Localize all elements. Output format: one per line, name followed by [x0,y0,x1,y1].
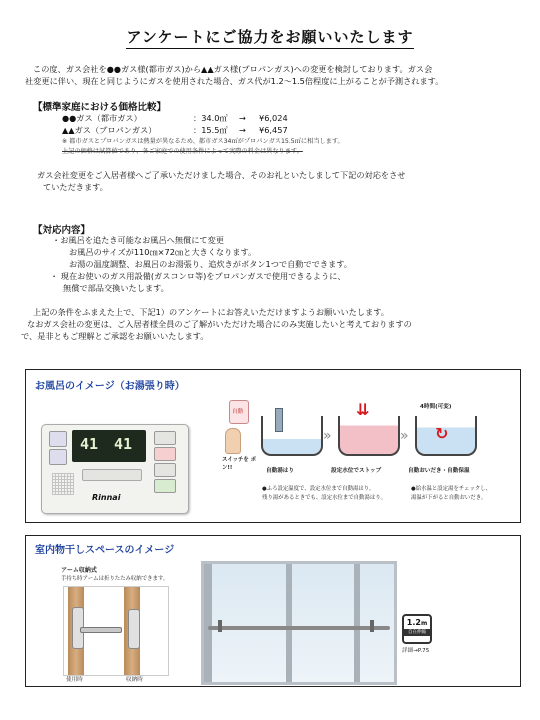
speaker-grille [52,473,74,495]
price-row-1 [62,113,142,125]
window-frame [354,564,360,682]
price-row-2-name: ▲▲ガス（プロパンガス） [62,125,157,135]
response-line-4: ・ 現在お使いのガス用設備(ガスコンロ等)をプロパンガスで使用できるように、 [50,271,346,281]
step-3-label: 自動おいだき・自動保温 [408,468,470,474]
remote-button [154,479,176,493]
remote-display [72,430,146,462]
drying-pole [208,626,390,630]
price-row-1-amount: ：34.0㎥ [193,113,228,123]
arm-extended [80,627,122,633]
auto-switch [229,400,249,424]
window-frame [286,564,292,682]
closing-line-3: で、是非ともご理解とご承認をお願いいたします。 [21,331,209,341]
response-heading: 【対応内容】 [33,225,91,236]
step-2-label: 設定水位でストップ [331,468,382,474]
reheat-icon: ↻ [435,424,449,443]
extension-badge [402,614,432,644]
remote-button [154,463,176,477]
detail-reference: 詳細→P.75 [402,648,430,654]
window-frame [204,564,212,682]
bath-image-box [25,369,521,523]
price-heading: 【標準家庭における価格比較】 [33,102,167,113]
price-row-1-price: ¥6,024 [259,113,288,123]
price-note-1: ※ 都市ガスとプロパンガスは熱量が異なるため、都市ガス34㎥がプロパンガス15.5㎥に相当します。 [62,138,344,145]
arm-bracket-closed [128,609,140,649]
badge-number: 1.2m [406,618,428,627]
remote-button-row [82,469,142,481]
step-1-label: 自動湯はり [266,468,294,474]
price-row-2-amount: ：15.5㎥ [193,125,228,135]
stop-arrow-icon: ⇊ [356,400,370,419]
response-line-5: 無償で部品交換いたします。 [63,283,169,293]
remote-button [49,449,67,465]
bath-desc-left-1: ●ふろ設定温度で、設定水位まで自動湯はり。 [262,486,375,492]
arm-heading: アーム収納式 [61,567,97,574]
chevron-right-icon: » [400,428,409,444]
tub-fill-step [261,416,323,456]
drying-box-title: 室内物干しスペースのイメージ [35,545,175,556]
rinnai-logo: Rinnai [92,493,121,502]
display-temp-2: 41 [114,435,133,453]
remote-controller [41,424,189,514]
pole-bracket [218,620,222,632]
tub-stop-step [338,416,400,456]
price-row-1-name: ●●ガス（都市ガス） [62,113,142,123]
pole-bracket [370,620,374,632]
label-store: 収納時 [126,677,143,683]
chevron-right-icon: » [323,428,332,444]
window-photo [201,561,397,685]
drying-space-box [25,535,521,687]
page-title: アンケートにご協力をお願いいたします [0,26,540,47]
closing-line-1: 上記の条件をふまえた上で、下記1）のアンケートにお答えいただけますようお願いいたします。 [33,307,389,317]
remote-button [154,447,176,461]
arm-photo [63,586,169,676]
remote-button [154,431,176,445]
response-line-2: お風呂のサイズが110㎝×72㎝と大きくなります。 [69,247,257,257]
change-line-1: ガス会社変更をご入居者様へご了承いただけました場合、そのお礼といたしまして下記の対応をさせ [37,170,406,180]
price-note-2: 上記の価格は試算値であり、各ご家庭での使用条件によって実際の料金は異なります。 [62,148,303,155]
auto-switch-label: 自動 [232,409,244,415]
switch-caption: スイッチを ポン!! [222,457,257,471]
response-line-1: ・お風呂を追たき可能なお風呂へ無償にて変更 [52,235,224,245]
faucet-icon [275,408,283,432]
bath-desc-left-2: 残り湯があるときでも、設定水位まで自動湯はり。 [262,495,386,501]
closing-line-2: なおガス会社の変更は、ご入居者様全員のご了解がいただけた場合にのみ実施したいと考えておりますの [27,319,412,329]
change-line-2: ていただきます。 [43,182,108,192]
label-use: 使用時 [66,677,83,683]
hours-label: 4時間(可変) [420,404,452,410]
price-row-2-arrow: → [239,125,246,135]
finger-icon [225,428,241,454]
intro-line-2: 社変更に伴い、現在と同じようにガスを使用された場合、ガス代が1.2～1.5倍程度に上がることが予測されます。 [25,76,444,86]
remote-button [49,431,67,447]
arm-sub: 手持ち時アームは折りたたみ収納できます。 [61,576,169,582]
intro-line-1: この度、ガス会社を●●ガス様(都市ガス)から▲▲ガス様(プロパンガス)への変更を検討しております。ガス会 [33,64,433,74]
bath-desc-right-1: ●給水温と設定湯をチェックし、 [411,486,492,492]
response-line-3: お湯の温度調整、お風呂のお湯張り、追炊きがボタン1つで自動でできます。 [69,259,352,269]
price-row-2-price: ¥6,457 [259,125,288,135]
badge-sub: 自在伸縮 [404,629,430,636]
price-row-1-arrow: → [239,113,246,123]
bath-desc-right-2: 湯温が下がると自動おいだき。 [411,495,487,501]
display-temp-1: 41 [80,435,99,453]
bath-box-title: お風呂のイメージ（お湯張り時） [35,381,185,392]
